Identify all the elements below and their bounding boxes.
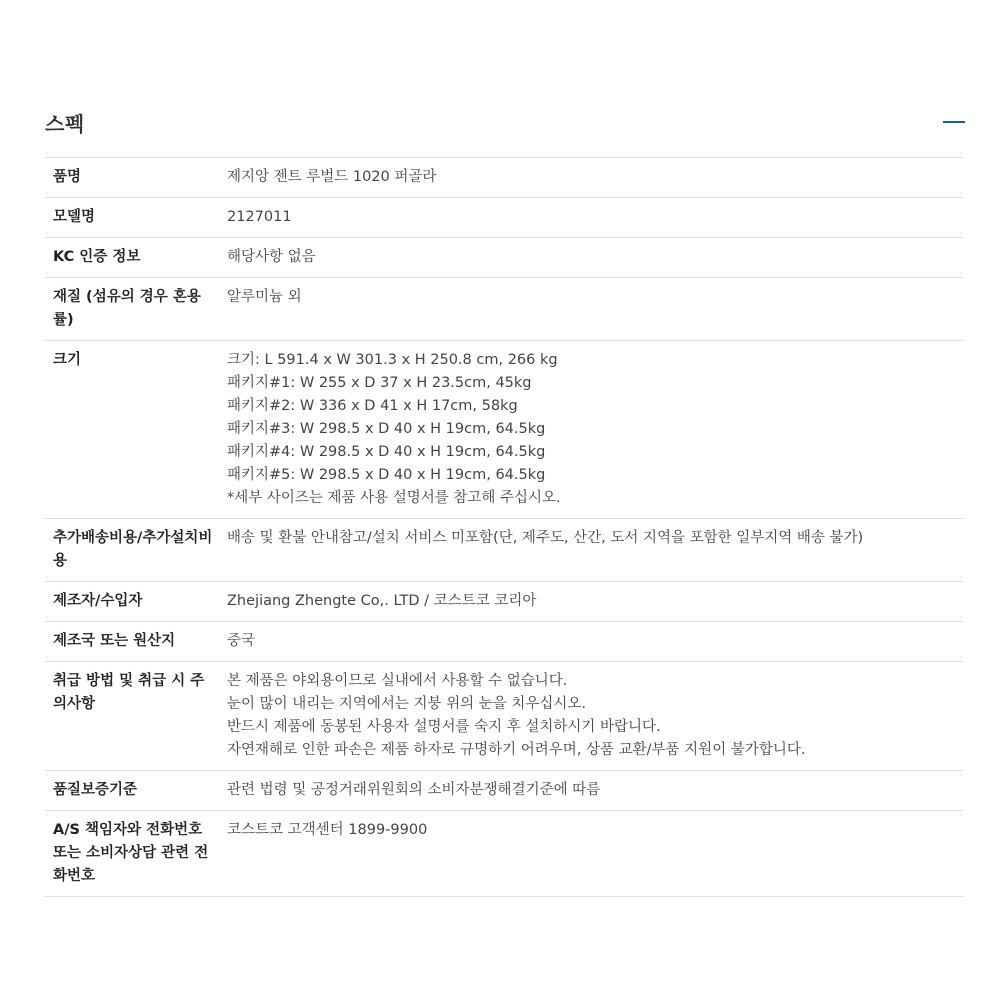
- spec-row: [45, 771, 963, 811]
- spec-label: KC 인증 정보: [53, 249, 141, 265]
- spec-value-line: 패키지#5: W 298.5 x D 40 x H 19cm, 64.5kg: [227, 467, 546, 483]
- spec-label: 취급 방법 및 취급 시 주의사항: [53, 673, 205, 712]
- spec-value: [227, 779, 963, 802]
- spec-row: [45, 278, 963, 341]
- spec-value-line: 배송 및 환불 안내참고/설치 서비스 미포함(단, 제주도, 산간, 도서 지역을 포함한 일부지역 배송 불가): [227, 530, 864, 546]
- spec-row: [45, 662, 963, 771]
- spec-row: [45, 158, 963, 198]
- spec-value: [227, 630, 963, 653]
- spec-value: [227, 166, 963, 189]
- spec-value: [227, 819, 963, 888]
- spec-row: [45, 811, 963, 897]
- spec-value-line: 알루미늄 외: [227, 289, 302, 305]
- spec-value-line: 반드시 제품에 동봉된 사용자 설명서를 숙지 후 설치하시기 바랍니다.: [227, 719, 661, 735]
- spec-value: [227, 670, 963, 762]
- spec-value: [227, 349, 963, 510]
- spec-row: [45, 238, 963, 278]
- spec-label: 크기: [53, 352, 82, 368]
- spec-header: [45, 103, 963, 141]
- spec-value-line: 해당사항 없음: [227, 249, 316, 265]
- spec-value-line: 패키지#2: W 336 x D 41 x H 17cm, 58kg: [227, 398, 518, 414]
- spec-value-line: *세부 사이즈는 제품 사용 설명서를 참고해 주십시오.: [227, 490, 561, 506]
- minus-icon: [943, 121, 965, 123]
- spec-label: 제조자/수입자: [53, 593, 143, 609]
- spec-value-line: 크기: L 591.4 x W 301.3 x H 250.8 cm, 266 kg: [227, 352, 558, 368]
- spec-label: 품질보증기준: [53, 782, 138, 798]
- spec-value: [227, 286, 963, 332]
- spec-value-line: 패키지#4: W 298.5 x D 40 x H 19cm, 64.5kg: [227, 444, 546, 460]
- spec-row: [45, 582, 963, 622]
- spec-value-line: 패키지#1: W 255 x D 37 x H 23.5cm, 45kg: [227, 375, 532, 391]
- spec-value-line: 관련 법령 및 공정거래위원회의 소비자분쟁해결기준에 따름: [227, 782, 601, 798]
- spec-value-line: 제지앙 젠트 루벌드 1020 퍼골라: [227, 169, 437, 185]
- spec-value-line: 패키지#3: W 298.5 x D 40 x H 19cm, 64.5kg: [227, 421, 546, 437]
- spec-label: 추가배송비용/추가설치비용: [53, 530, 213, 569]
- spec-row: [45, 622, 963, 662]
- spec-table: [45, 157, 963, 897]
- collapse-toggle-button[interactable]: [942, 110, 966, 134]
- spec-value: [227, 206, 963, 229]
- spec-row: [45, 341, 963, 519]
- spec-value: [227, 590, 963, 613]
- spec-row: [45, 198, 963, 238]
- spec-value-line: 본 제품은 야외용이므로 실내에서 사용할 수 없습니다.: [227, 673, 568, 689]
- spec-row: [45, 519, 963, 582]
- spec-label: A/S 책임자와 전화번호 또는 소비자상담 관련 전화번호: [53, 822, 209, 884]
- spec-value-line: 중국: [227, 633, 256, 649]
- spec-value-line: 코스트코 고객센터 1899-9900: [227, 822, 428, 838]
- spec-label: 모델명: [53, 209, 96, 225]
- spec-value-line: 2127011: [227, 209, 292, 225]
- section-title: 스펙: [45, 111, 85, 136]
- spec-value: [227, 527, 963, 573]
- spec-value-line: 눈이 많이 내리는 지역에서는 지붕 위의 눈을 치우십시오.: [227, 696, 587, 712]
- spec-label: 제조국 또는 원산지: [53, 633, 176, 649]
- spec-label: 품명: [53, 169, 82, 185]
- spec-label: 재질 (섬유의 경우 혼용률): [53, 289, 201, 328]
- spec-value: [227, 246, 963, 269]
- spec-section: [45, 103, 963, 897]
- spec-value-line: 자연재해로 인한 파손은 제품 하자로 규명하기 어려우며, 상품 교환/부품 지원이 불가합니다.: [227, 742, 806, 758]
- spec-value-line: Zhejiang Zhengte Co,. LTD / 코스트코 코리아: [227, 593, 537, 609]
